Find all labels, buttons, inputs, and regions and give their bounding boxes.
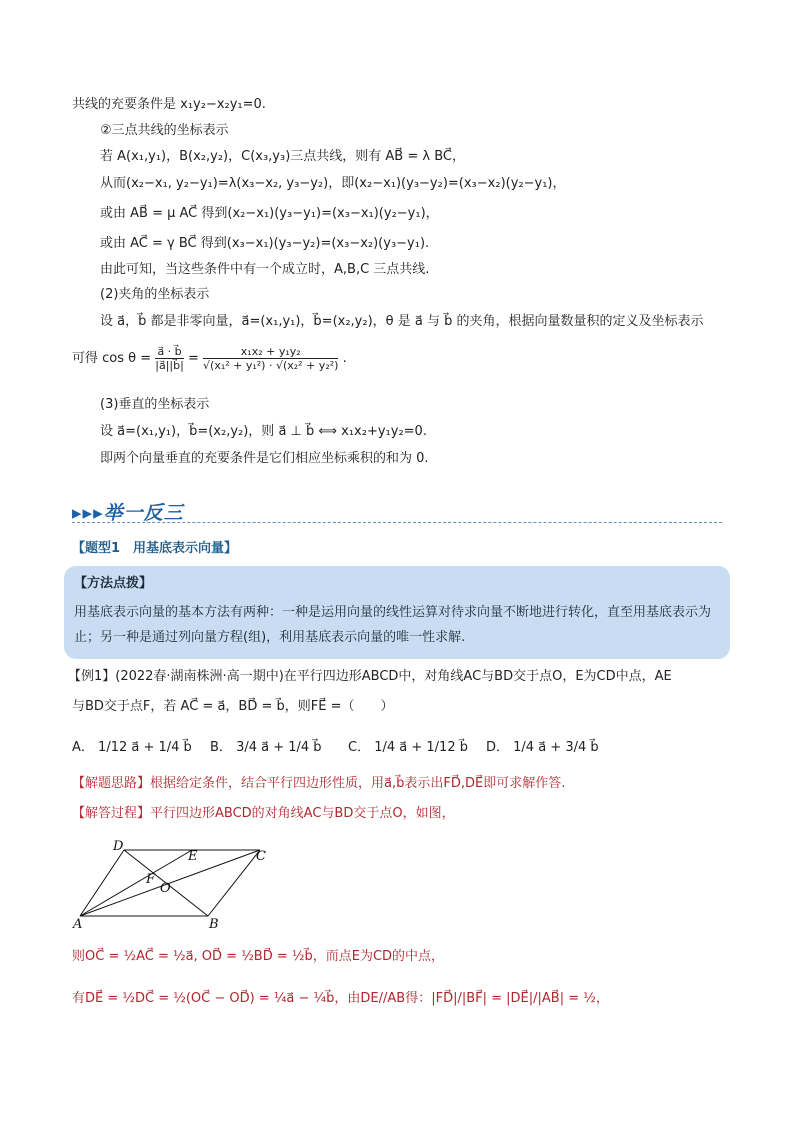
equals-sign: =	[187, 351, 199, 366]
banner-title: ▸▸▸举一反三	[72, 502, 184, 524]
cos-end: .	[342, 351, 347, 366]
example-line-2: 与BD交于点F，若 AC⃗ = a⃗，BD⃗ = b⃗，则FE⃗ =（ ）	[72, 699, 394, 714]
label-o: O	[160, 881, 171, 896]
three-point-heading: ②三点共线的坐标表示	[100, 123, 229, 138]
solution-process	[72, 805, 455, 823]
method-title: 【方法点拨】	[74, 576, 153, 591]
label-c: C	[256, 849, 266, 864]
angle-heading: (2)夹角的坐标表示	[100, 287, 210, 302]
cos-right-denominator: √(x₁² + y₁²) · √(x₂² + y₂²)	[203, 359, 339, 372]
banner-divider	[72, 522, 722, 523]
section-banner	[72, 498, 722, 524]
parallelogram-figure	[70, 838, 280, 930]
cos-fraction-right	[203, 345, 338, 372]
solution-step-1: 则OC⃗ = ½AC⃗ = ½a⃗, OD⃗ = ½BD⃗ = ½b⃗，而点E为CD的中点，	[72, 949, 445, 964]
option-d-key: D．	[486, 740, 510, 755]
solution-idea-label: 【解题思路】	[72, 776, 151, 791]
cos-right-numerator: x₁x₂ + y₁y₂	[203, 345, 338, 359]
three-point-thus-line: 从而(x₂−x₁, y₂−y₁)=λ(x₃−x₂, y₃−y₂)，即(x₂−x₁)(y₃−y₂)=(x₃−x₂)(y₂−y₁)，	[100, 176, 566, 191]
label-e: E	[188, 849, 198, 864]
option-c[interactable]	[348, 736, 468, 755]
solution-step-2: 有DE⃗ = ½DC⃗ = ½(OC⃗ − OD⃗) = ¼a⃗ − ¼b⃗，由DE//AB得：|FD⃗|/|BF⃗| = |DE⃗|/|AB⃗| = ½，	[72, 991, 609, 1006]
solution-idea	[72, 775, 565, 793]
method-text: 用基底表示向量的基本方法有两种：一种是运用向量的线性运算对待求向量不断地进行转化，直至用基底表示为止；另一种是通过列向量方程(组)，利用基底表示向量的唯一性求解.	[74, 605, 712, 645]
option-b-text: 3/4 a⃗ + 1/4 b⃗	[236, 740, 322, 755]
angle-text: 设 a⃗，b⃗ 都是非零向量，a⃗=(x₁,y₁)，b⃗=(x₂,y₂)，θ 是 a⃗ 与 b⃗ 的夹角，根据向量数量积的定义及坐标表示	[100, 314, 704, 329]
option-a-text: 1/12 a⃗ + 1/4 b⃗	[98, 740, 192, 755]
cos-fraction-left	[155, 345, 184, 372]
cos-left-denominator: |a⃗||b⃗|	[155, 359, 184, 372]
option-d[interactable]	[486, 736, 599, 755]
solution-process-label: 【解答过程】	[72, 806, 151, 821]
cos-formula	[72, 345, 347, 372]
option-a-key: A．	[72, 740, 94, 755]
option-c-text: 1/4 a⃗ + 1/12 b⃗	[374, 740, 468, 755]
method-tip-box	[64, 566, 730, 659]
label-f: F	[146, 872, 156, 887]
three-point-or2-line: 或由 AC⃗ = γ BC⃗ 得到(x₃−x₁)(y₃−y₂)=(x₃−x₂)(y₃−y₁).	[100, 236, 430, 251]
collinear-condition-line: 共线的充要条件是 x₁y₂−x₂y₁=0.	[72, 97, 266, 112]
collinear-conclusion: 由此可知，当这些条件中有一个成立时，A,B,C 三点共线.	[100, 262, 430, 277]
perp-text: 设 a⃗=(x₁,y₁)，b⃗=(x₂,y₂)，则 a⃗ ⊥ b⃗ ⟺ x₁x₂+y₁y₂=0.	[100, 424, 427, 439]
option-d-text: 1/4 a⃗ + 3/4 b⃗	[513, 740, 599, 755]
label-b: B	[209, 917, 219, 930]
cos-prefix: 可得 cos θ =	[72, 351, 152, 366]
cos-left-numerator: a⃗ · b⃗	[155, 345, 184, 359]
label-a: A	[73, 917, 83, 930]
option-b-key: B．	[210, 740, 232, 755]
edge-da	[80, 850, 124, 916]
label-d: D	[113, 839, 124, 854]
option-b[interactable]	[210, 736, 322, 755]
perp-heading: (3)垂直的坐标表示	[100, 397, 210, 412]
question-type-label: 【题型1 用基底表示向量】	[72, 541, 238, 556]
perp-conclusion: 即两个向量垂直的充要条件是它们相应坐标乘积的和为 0.	[100, 451, 429, 466]
option-c-key: C．	[348, 740, 371, 755]
example-line-1: 【例1】(2022春·湖南株洲·高一期中)在平行四边形ABCD中，对角线AC与BD交于点O，E为CD中点，AE	[68, 669, 672, 684]
solution-process-text: 平行四边形ABCD的对角线AC与BD交于点O，如图，	[150, 806, 455, 821]
three-point-if-line: 若 A(x₁,y₁)，B(x₂,y₂)，C(x₃,y₃)三点共线，则有 AB⃗ = λ BC⃗，	[100, 149, 465, 164]
option-a[interactable]	[72, 736, 192, 755]
solution-idea-text: 根据给定条件，结合平行四边形性质，用a⃗,b⃗表示出FD⃗,DE⃗即可求解作答.	[150, 776, 566, 791]
three-point-or1-line: 或由 AB⃗ = μ AC⃗ 得到(x₂−x₁)(y₃−y₁)=(x₃−x₁)(y₂−y₁)，	[100, 206, 439, 221]
